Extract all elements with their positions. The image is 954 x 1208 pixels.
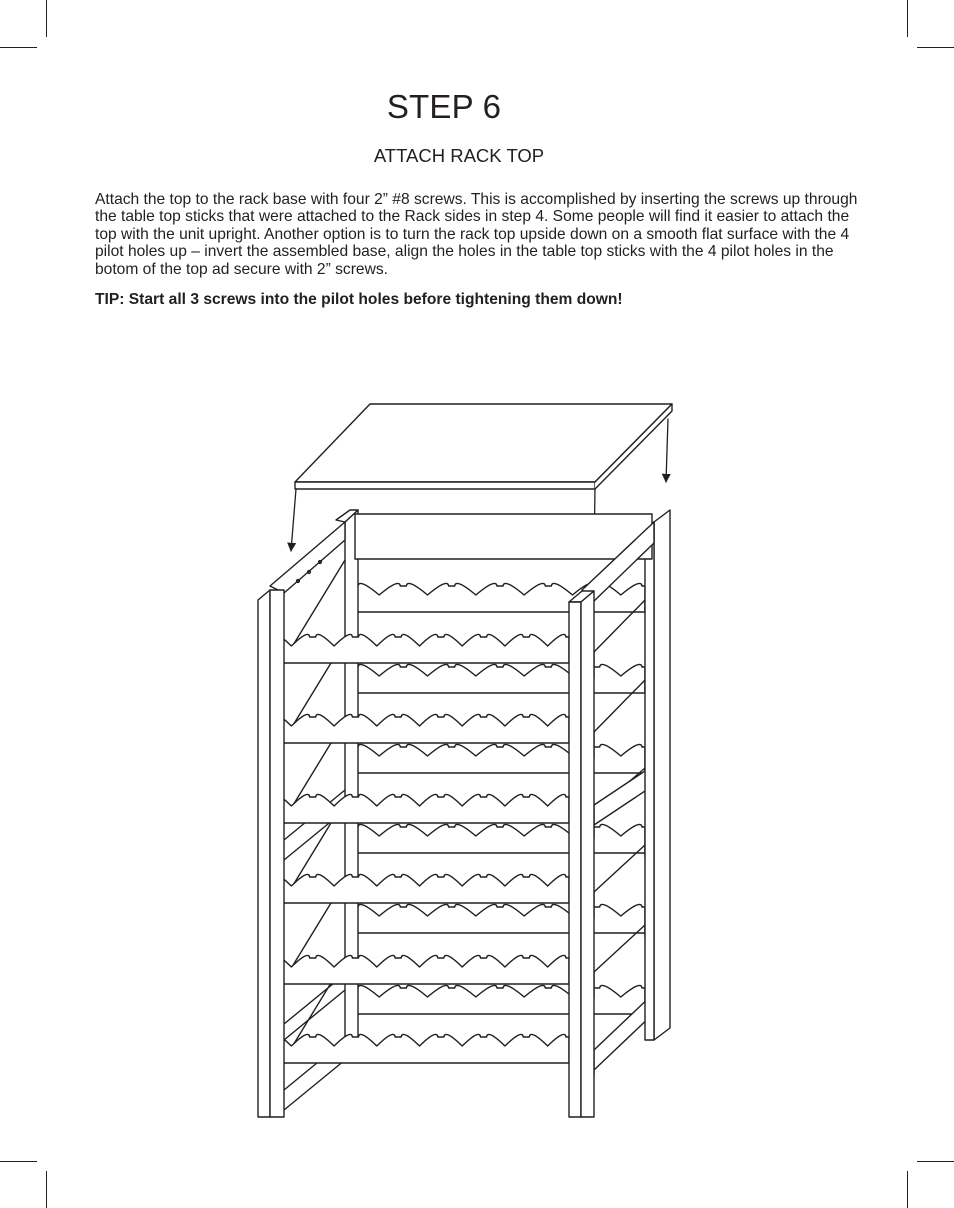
instructions-paragraph: Attach the top to the rack base with four 2” #8 screws. This is accomplished by inserting the screws up through the table top sticks that were attached to the Rack sides in step 4. Some people will find it easier to attach the top with the unit upright. Another option is to turn the rack top upside down on a smooth flat surface with the 4 pilot holes up – invert the assembled base, align the holes in the table top sticks with the 4 pilot holes in the botom of the top ad secure with 2” screws. <box>95 191 858 278</box>
rack-top-panel <box>295 404 672 489</box>
back-rail-5 <box>355 904 645 933</box>
top-back-board <box>355 514 652 559</box>
left-side-brace-7 <box>284 1060 345 1110</box>
back-right-post <box>645 510 670 1040</box>
tip-text: TIP: Start all 3 screws into the pilot holes before tightening them down! <box>95 291 623 308</box>
front-rail-1 <box>270 634 569 663</box>
left-top-rail <box>270 522 345 593</box>
step-subtitle: ATTACH RACK TOP <box>373 145 545 166</box>
front-rail-5 <box>270 955 569 984</box>
back-rail-3 <box>355 744 645 773</box>
front-rail-2 <box>270 714 569 743</box>
back-rail-2 <box>355 664 645 693</box>
back-rail-4 <box>355 824 645 853</box>
front-right-post <box>569 591 594 1117</box>
front-rail-3 <box>270 794 569 823</box>
front-left-post <box>258 590 284 1117</box>
front-rail-6 <box>270 1034 569 1063</box>
back-rail-6 <box>355 985 645 1014</box>
step-title: STEP 6 <box>386 88 502 125</box>
front-rail-4 <box>270 874 569 903</box>
